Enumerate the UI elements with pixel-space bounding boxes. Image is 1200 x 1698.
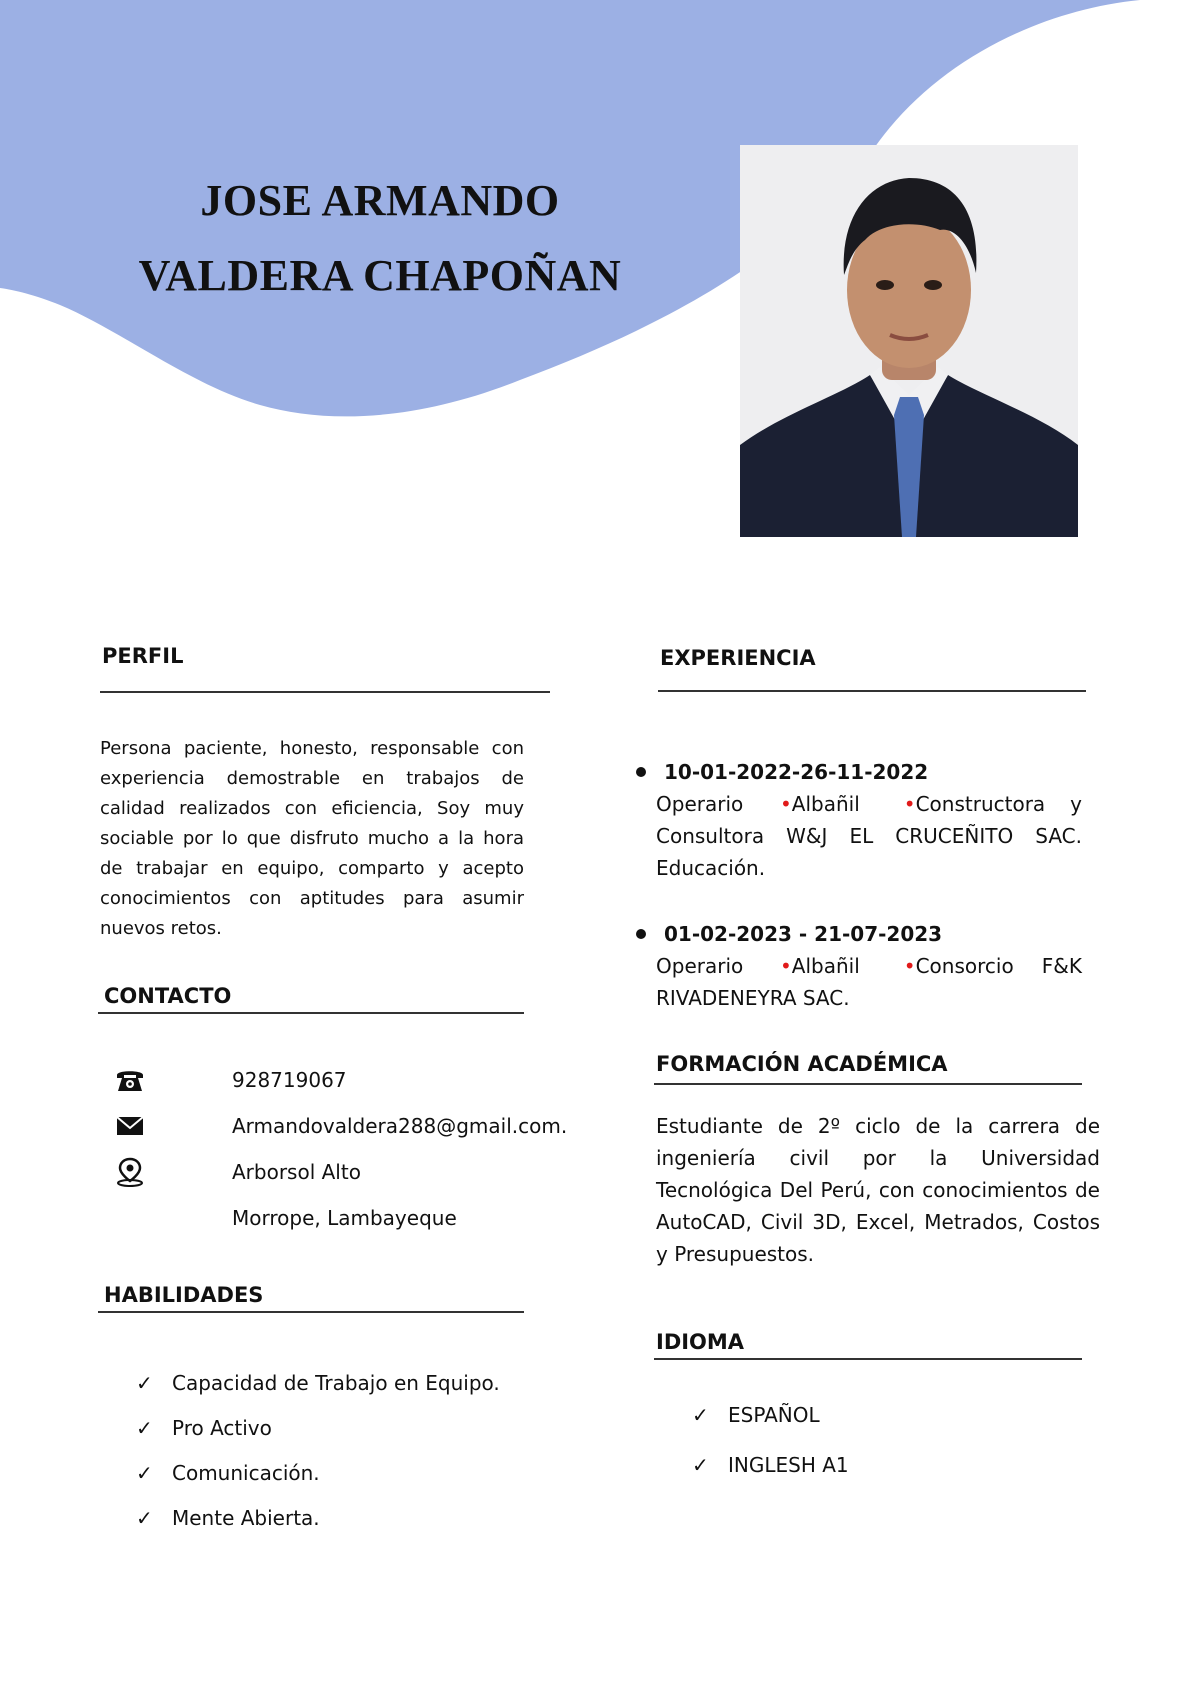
checkmark-icon: ✓ — [136, 1460, 153, 1485]
skill-item: ✓ Mente Abierta. — [136, 1505, 320, 1530]
experience-dates: 01-02-2023 - 21-07-2023 — [664, 922, 943, 946]
languages-section-title: IDIOMA — [656, 1330, 745, 1354]
phone-icon — [112, 1065, 148, 1095]
experience-item-1 — [656, 756, 1082, 884]
portrait-illustration — [740, 145, 1078, 537]
education-text: Estudiante de 2º ciclo de la carrera de ingeniería civil por la Universidad Tecnológica Del Perú, con conocimientos de AutoCAD, Civil 3D, Excel, Metrados, Costos y Presupuestos. — [656, 1114, 1100, 1266]
education-section-title: FORMACIÓN ACADÉMICA — [656, 1052, 948, 1076]
contact-divider — [98, 1012, 524, 1014]
experience-divider — [658, 690, 1086, 692]
skills-divider — [98, 1311, 524, 1313]
skills-list — [136, 1360, 500, 1540]
contact-section-title: CONTACTO — [104, 984, 232, 1008]
contact-address-line2: Morrope, Lambayeque — [232, 1206, 457, 1230]
languages-divider — [654, 1358, 1082, 1360]
contact-email-row — [100, 1106, 568, 1146]
name-line-2: VALDERA CHAPOÑAN — [138, 251, 622, 300]
contact-phone-row — [100, 1060, 347, 1100]
experience-item-2 — [656, 918, 1082, 1014]
language-item: ✓ INGLESH A1 — [692, 1453, 849, 1477]
skill-item: ✓ Pro Activo — [136, 1415, 272, 1440]
checkmark-icon: ✓ — [136, 1505, 153, 1530]
experience-company: Consorcio F&K RIVADENEYRA SAC. — [656, 954, 1082, 1010]
bullet-icon — [636, 929, 646, 939]
experience-role: Operario — [656, 954, 744, 978]
profile-section-title: PERFIL — [102, 644, 184, 668]
skills-section-title: HABILIDADES — [104, 1283, 264, 1307]
contact-address-row — [100, 1152, 361, 1192]
experience-task: Albañil — [791, 792, 860, 816]
location-pin-icon — [112, 1157, 148, 1187]
contact-phone[interactable]: 928719067 — [232, 1068, 347, 1092]
name-line-1: JOSE ARMANDO — [200, 176, 560, 225]
profile-photo — [740, 145, 1078, 537]
checkmark-icon: ✓ — [692, 1403, 709, 1427]
experience-task: Albañil — [791, 954, 860, 978]
skill-item: ✓ Comunicación. — [136, 1460, 320, 1485]
profile-text: Persona paciente, honesto, responsable con experiencia demostrable en trabajos de calidad realizados con eficiencia, Soy muy sociable por lo que disfruto mucho a la hora de trabajar en equipo, comparto y acepto conocimientos con aptitudes para asumir nuevos retos. — [100, 738, 524, 939]
profile-divider — [100, 691, 550, 693]
envelope-icon — [112, 1111, 148, 1141]
checkmark-icon: ✓ — [136, 1370, 153, 1395]
language-item: ✓ ESPAÑOL — [692, 1403, 820, 1427]
experience-section-title: EXPERIENCIA — [660, 646, 816, 670]
contact-address-line1: Arborsol Alto — [232, 1160, 361, 1184]
experience-description: Operario •Albañil •Constructora y Consultora W&J EL CRUCEÑITO SAC. Educación. — [656, 788, 1082, 884]
education-divider — [654, 1083, 1082, 1085]
experience-company: Constructora y Consultora W&J EL CRUCEÑITO SAC. Educación. — [656, 792, 1082, 880]
bullet-icon — [636, 767, 646, 777]
experience-description: Operario •Albañil •Consorcio F&K RIVADENEYRA SAC. — [656, 950, 1082, 1014]
checkmark-icon: ✓ — [136, 1415, 153, 1440]
languages-list — [692, 1390, 849, 1490]
experience-dates: 10-01-2022-26-11-2022 — [664, 760, 929, 784]
skill-item: ✓ Capacidad de Trabajo en Equipo. — [136, 1370, 500, 1395]
experience-role: Operario — [656, 792, 744, 816]
checkmark-icon: ✓ — [692, 1453, 709, 1477]
contact-email[interactable]: Armandovaldera288@gmail.com. — [232, 1114, 568, 1138]
